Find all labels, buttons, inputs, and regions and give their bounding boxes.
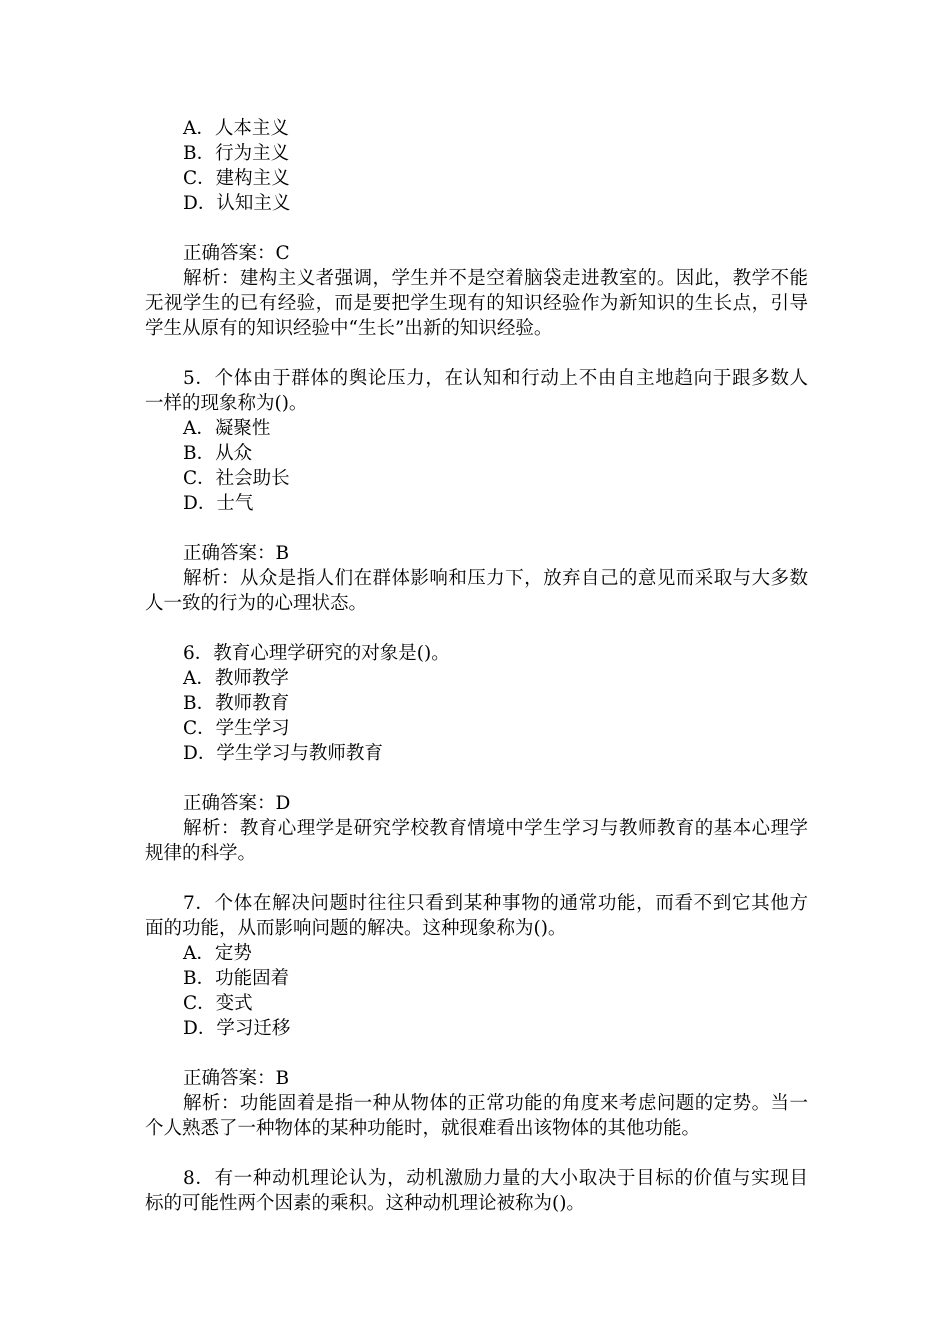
spacer xyxy=(145,766,808,791)
option-b: B．从众 xyxy=(183,443,253,464)
option-c: C．社会助长 xyxy=(183,468,290,489)
spacer xyxy=(145,516,808,541)
spacer xyxy=(145,866,808,891)
page-content xyxy=(145,116,808,1216)
option-a: A．凝聚性 xyxy=(183,418,271,439)
question-8 xyxy=(145,1166,808,1216)
option-a: A．教师教学 xyxy=(183,668,289,689)
analysis-line: 无视学生的已有经验，而是要把学生现有的知识经验作为新知识的生长点，引导 xyxy=(145,293,808,314)
question-4 xyxy=(145,116,808,341)
question-stem: 标的可能性两个因素的乘积。这种动机理论被称为()。 xyxy=(145,1193,585,1214)
analysis-line: 学生从原有的知识经验中“生长”出新的知识经验。 xyxy=(145,318,553,339)
question-7 xyxy=(145,891,808,1141)
question-stem: 面的功能，从而影响问题的解决。这种现象称为()。 xyxy=(145,918,567,939)
option-a: A．定势 xyxy=(183,943,252,964)
option-d: D．认知主义 xyxy=(183,193,291,214)
spacer xyxy=(145,616,808,641)
question-stem: 7．个体在解决问题时往往只看到某种事物的通常功能，而看不到它其他方 xyxy=(183,893,808,914)
analysis-line: 规律的科学。 xyxy=(145,843,257,864)
option-a: A．人本主义 xyxy=(183,118,289,139)
option-c: C．学生学习 xyxy=(183,718,290,739)
analysis-line: 解析：建构主义者强调，学生并不是空着脑袋走进教室的。因此，教学不能 xyxy=(183,268,808,289)
spacer xyxy=(145,341,808,366)
spacer xyxy=(145,216,808,241)
analysis-line: 人一致的行为的心理状态。 xyxy=(145,593,368,614)
question-stem: 5．个体由于群体的舆论压力，在认知和行动上不由自主地趋向于跟多数人 xyxy=(183,368,808,389)
question-stem: 6．教育心理学研究的对象是()。 xyxy=(183,643,450,664)
correct-answer: 正确答案：D xyxy=(183,793,291,814)
spacer xyxy=(145,1141,808,1166)
analysis-line: 解析：从众是指人们在群体影响和压力下，放弃自己的意见而采取与大多数 xyxy=(183,568,808,589)
option-b: B．行为主义 xyxy=(183,143,290,164)
correct-answer: 正确答案：B xyxy=(183,1068,290,1089)
option-d: D．学生学习与教师教育 xyxy=(183,743,383,764)
option-c: C．变式 xyxy=(183,993,253,1014)
question-stem: 一样的现象称为()。 xyxy=(145,393,308,414)
option-d: D．学习迁移 xyxy=(183,1018,291,1039)
correct-answer: 正确答案：C xyxy=(183,243,290,264)
option-c: C．建构主义 xyxy=(183,168,290,189)
correct-answer: 正确答案：B xyxy=(183,543,290,564)
analysis-line: 解析：教育心理学是研究学校教育情境中学生学习与教师教育的基本心理学 xyxy=(183,818,808,839)
question-stem: 8．有一种动机理论认为，动机激励力量的大小取决于目标的价值与实现目 xyxy=(183,1168,808,1189)
option-b: B．功能固着 xyxy=(183,968,290,989)
option-d: D．士气 xyxy=(183,493,254,514)
analysis-line: 解析：功能固着是指一种从物体的正常功能的角度来考虑问题的定势。当一 xyxy=(183,1093,808,1114)
question-5 xyxy=(145,366,808,616)
question-6 xyxy=(145,641,808,866)
option-b: B．教师教育 xyxy=(183,693,290,714)
spacer xyxy=(145,1041,808,1066)
analysis-line: 个人熟悉了一种物体的某种功能时，就很难看出该物体的其他功能。 xyxy=(145,1118,701,1139)
